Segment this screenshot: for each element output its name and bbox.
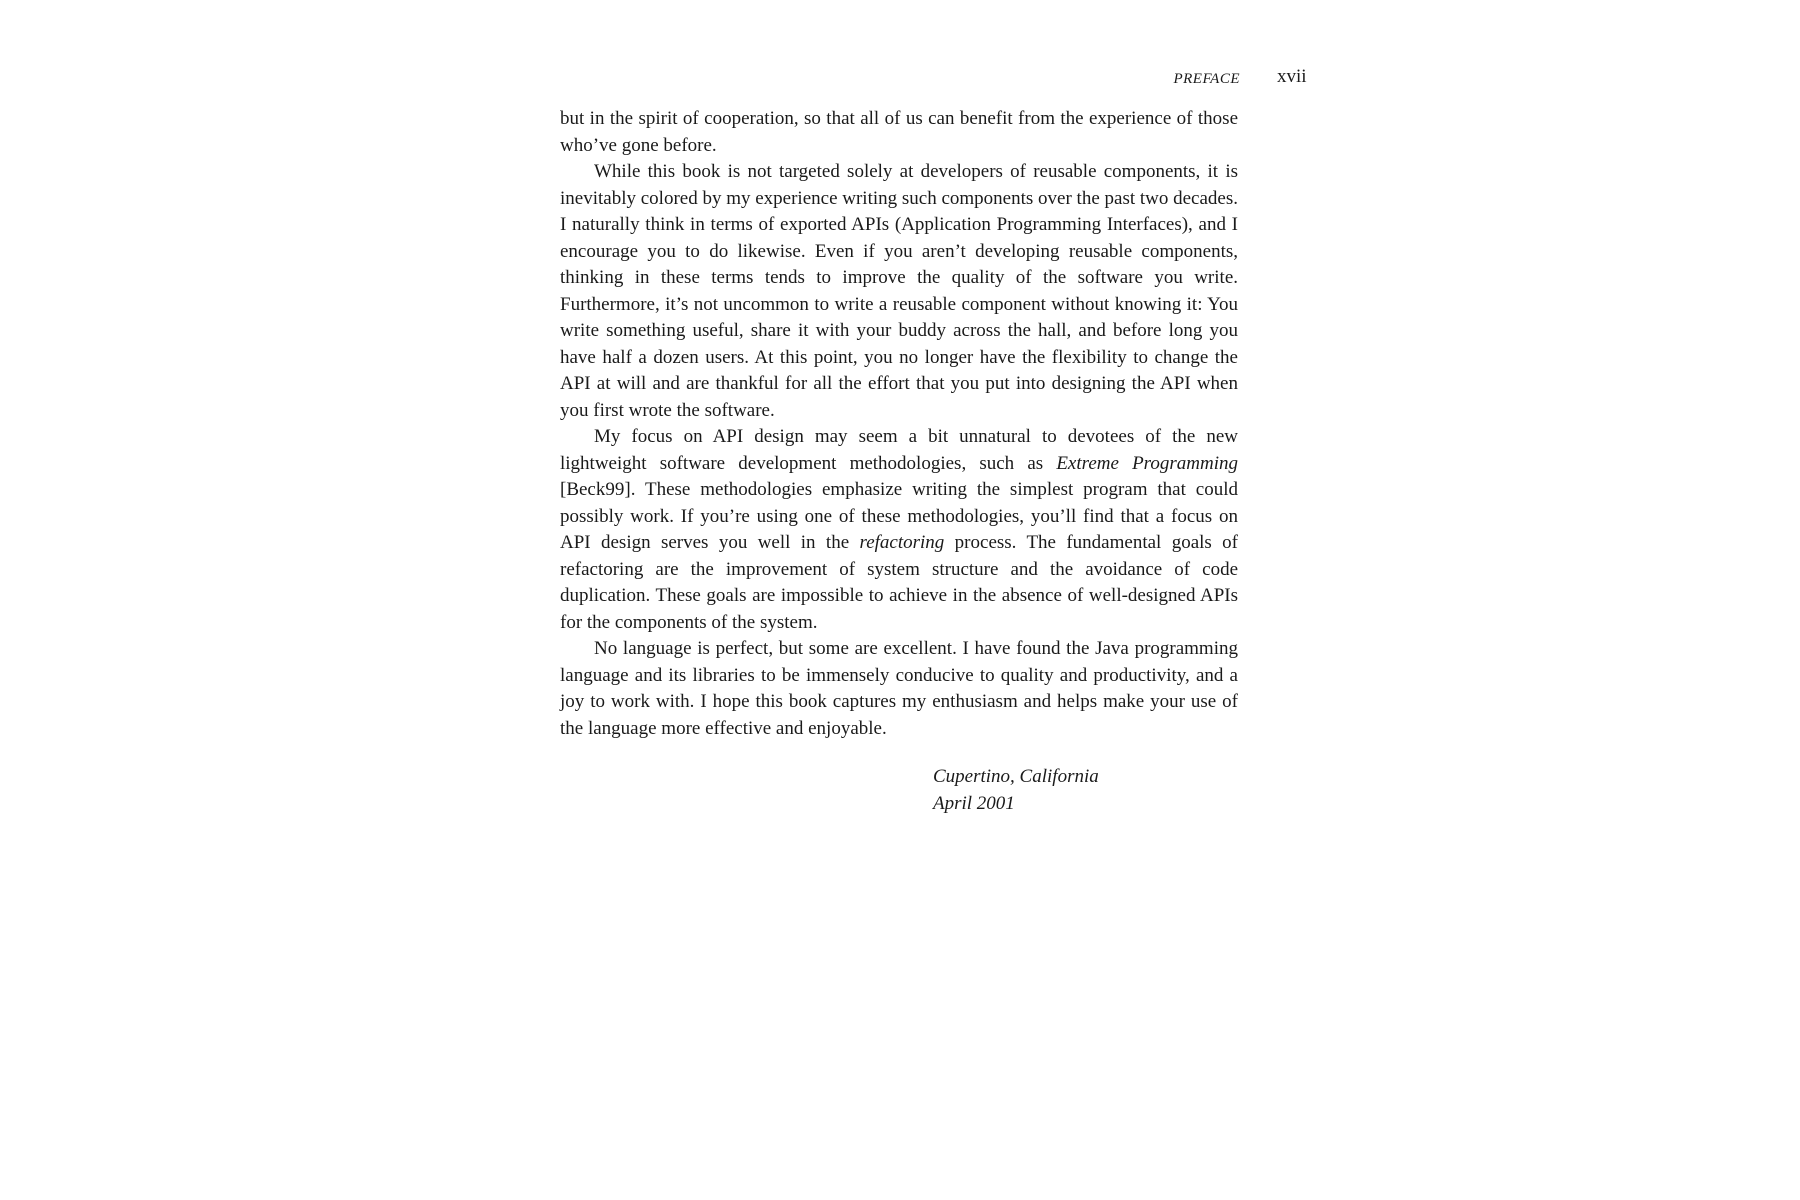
body-text: [560, 106, 1238, 742]
signoff: [933, 764, 1099, 817]
paragraph: [560, 159, 1238, 424]
section-title: PREFACE: [1173, 71, 1240, 87]
paragraph: [560, 636, 1238, 742]
running-head: [1100, 64, 1240, 90]
page-number: xvii: [1277, 66, 1307, 87]
text-run: [Beck99]. These methodologies emphasize writing the simplest program that could possibly work. If you’re using one of these methodologies, you’ll find that a focus on API design serves you well in the: [560, 479, 1238, 553]
text-run: My focus on API design may seem a bit unnatural to devotees of the new lightweight software development methodologies, such as: [560, 426, 1238, 474]
text-run: but in the spirit of cooperation, so that all of us can benefit from the experience of those who’ve gone before.: [560, 108, 1238, 156]
signoff-place: Cupertino, California: [933, 766, 1099, 787]
text-run: No language is perfect, but some are excellent. I have found the Java programming language and its libraries to be immensely conducive to quality and productivity, and a joy to work with. I hope this book captures my enthusiasm and helps make your use of the language more effective and enjoyable.: [560, 638, 1238, 739]
paragraph: [560, 424, 1238, 636]
signoff-date: April 2001: [933, 792, 1015, 814]
paragraph: [560, 106, 1238, 159]
emphasized-term: Extreme Programming: [1056, 452, 1238, 474]
text-run: While this book is not targeted solely at developers of reusable components, it is inevitably colored by my experience writing such components over the past two decades. I naturally think in terms of exported APIs (Application Programming Interfaces), and I encourage you to do likewise. Even if you aren’t developing reusable components, thinking in these terms tends to improve the quality of the software you write. Furthermore, it’s not uncommon to write a reusable component without knowing it: You write something useful, share it with your buddy across the hall, and before long you have half a dozen users. At this point, you no longer have the flexibility to change the API at will and are thankful for all the effort that you put into designing the API when you first wrote the software.: [560, 161, 1238, 421]
emphasized-term: refactoring: [859, 532, 945, 553]
text-run: process. The fundamental goals of refactoring are the improvement of system structure and the avoidance of code duplication. These goals are impossible to achieve in the absence of well-designed APIs for the components of the system.: [560, 532, 1238, 633]
